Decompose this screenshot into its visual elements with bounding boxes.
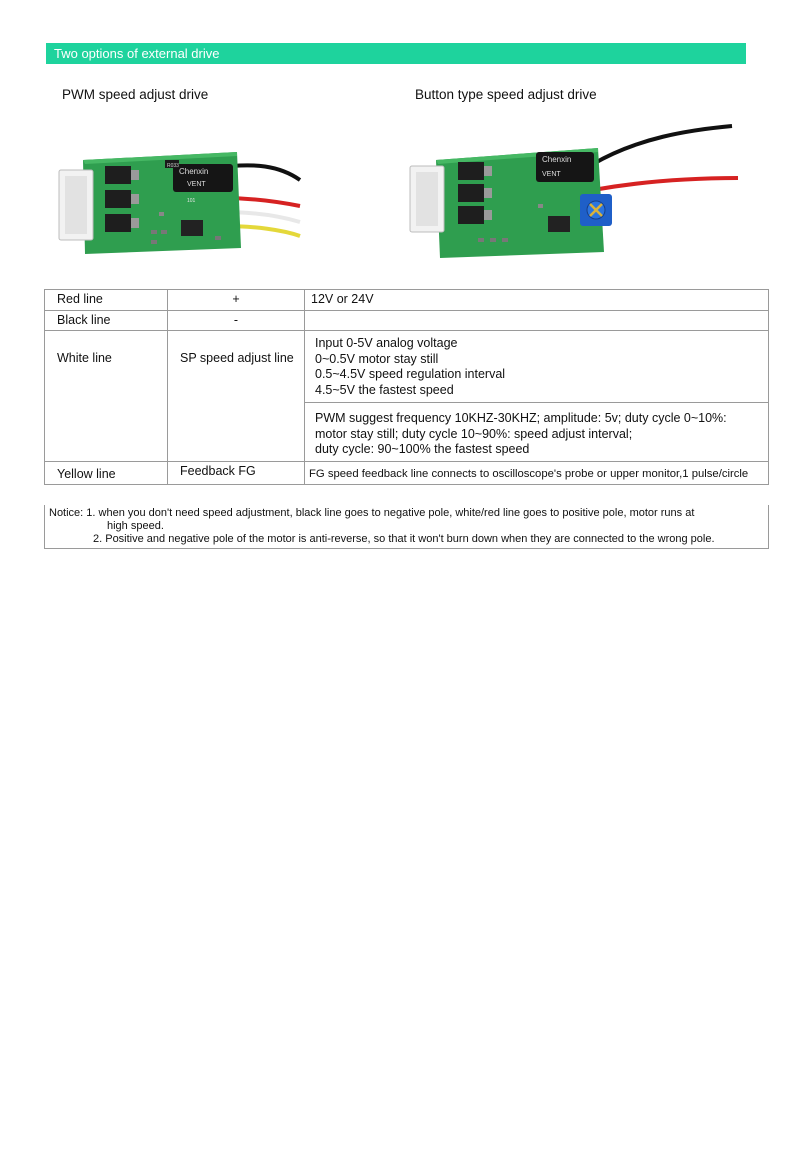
- analog-desc-line: 4.5~5V the fastest speed: [315, 382, 454, 397]
- black-line-desc: [305, 310, 769, 331]
- black-line-sign: -: [168, 310, 305, 331]
- caption-pwm-drive: PWM speed adjust drive: [62, 87, 209, 102]
- analog-desc-line: 0~0.5V motor stay still: [315, 351, 439, 366]
- caption-button-drive: Button type speed adjust drive: [415, 87, 597, 102]
- notice-line-1-cont: high speed.: [107, 520, 164, 532]
- right-cap-text: VENT: [542, 171, 561, 178]
- wire-spec-table: [44, 289, 769, 485]
- yellow-line-desc: FG speed feedback line connects to oscilloscope's probe or upper monitor,1 pulse/circle: [305, 461, 769, 485]
- red-line-desc: 12V or 24V: [305, 290, 769, 311]
- pwm-drive-board-photo: [55, 140, 315, 270]
- analog-desc-line: 0.5~4.5V speed regulation interval: [315, 367, 506, 381]
- table-row-yellow: [45, 461, 769, 485]
- section-title: Two options of external drive: [54, 46, 220, 61]
- white-line-pwm-desc: [305, 403, 769, 462]
- notice-line-2: 2. Positive and negative pole of the motor is anti-reverse, so that it won't burn down when they are connected to the wrong pole.: [93, 533, 715, 545]
- left-pin-label: 101: [187, 198, 196, 204]
- notice-box: [44, 505, 769, 549]
- red-line-name: Red line: [45, 290, 168, 311]
- yellow-line-name: Yellow line: [45, 461, 168, 485]
- yellow-line-func: Feedback FG: [168, 461, 305, 485]
- left-cap-brand: Chenxin: [179, 167, 209, 176]
- table-row-black: [45, 310, 769, 331]
- white-line-name: White line: [45, 331, 168, 462]
- table-row-white: [45, 331, 769, 403]
- left-cap-text: VENT: [187, 181, 206, 188]
- left-chip-label: R033: [167, 163, 179, 169]
- section-banner: [46, 43, 746, 64]
- white-line-analog-desc: [305, 331, 769, 403]
- pwm-desc-line: duty cycle: 90~100% the fastest speed: [315, 442, 530, 456]
- red-line-sign: +: [168, 290, 305, 311]
- button-drive-board-photo: [398, 118, 748, 268]
- black-line-name: Black line: [45, 310, 168, 331]
- notice-line-1: Notice: 1. when you don't need speed adjustment, black line goes to negative pole, white/red line goes to positive pole, motor runs at: [49, 507, 695, 519]
- table-row-red: [45, 290, 769, 311]
- white-line-func: SP speed adjust line: [168, 331, 305, 462]
- pwm-desc-line: PWM suggest frequency 10KHZ-30KHZ; amplitude: 5v; duty cycle 0~10%:: [315, 411, 727, 425]
- right-cap-brand: Chenxin: [542, 155, 572, 164]
- analog-desc-line: Input 0-5V analog voltage: [315, 336, 458, 350]
- pwm-desc-line: motor stay still; duty cycle 10~90%: speed adjust interval;: [315, 426, 633, 441]
